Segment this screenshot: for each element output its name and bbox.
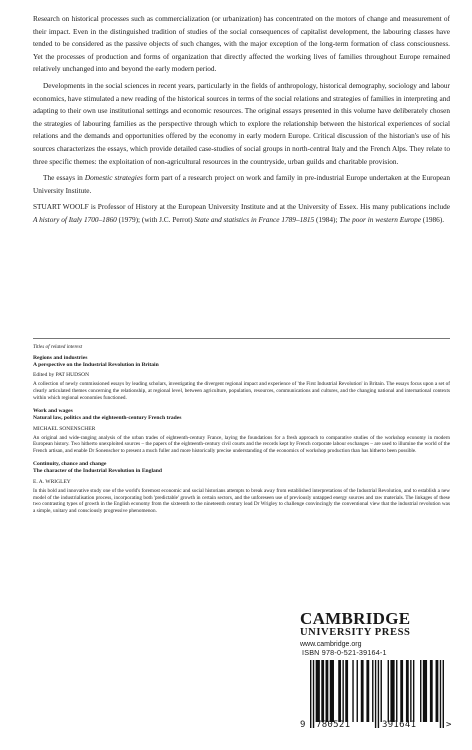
divider — [33, 338, 450, 339]
barcode — [300, 648, 453, 744]
blurb-text: form part of a research project on work and family in pre-industrial Europe undertaken at the European University Institute. — [33, 173, 451, 195]
barcode-bar — [410, 660, 411, 722]
related-book — [33, 355, 450, 402]
publisher-url: www.cambridge.org — [300, 641, 362, 648]
related-titles-heading: Titles of related interest — [33, 344, 83, 350]
blurb-text: The essays in — [43, 173, 85, 183]
barcode-bar — [396, 660, 397, 722]
publication-title: The poor in western Europe — [339, 214, 421, 224]
book-description: An original and wide-ranging analysis of the urban trades of eighteenth-century France, laying the foundations for a fresh approach to comparative studies of the workshop economy in modern European history. Two hitherto unexploited sources – the papers of the eighteenth-century civil courts and the records kept by French corporate labour exchanges – are used to illumine the world of the French artisan, and enable Dr Sonenscher to present a much fuller and more historically precise understanding of the economics of workshop production than has hitherto been possible. — [33, 434, 450, 455]
book-subtitle: Natural law, politics and the eighteenth-century French trades — [33, 415, 182, 422]
barcode-digits-left: 780521 — [316, 720, 351, 730]
publisher-logo — [300, 610, 450, 648]
book-author: MICHAEL SONENSCHER — [33, 425, 96, 432]
book-title-reference: Domestic strategies — [84, 173, 143, 183]
book-subtitle: A perspective on the Industrial Revolution in Britain — [33, 362, 159, 369]
book-editor: Edited by PAT HUDSON — [33, 372, 90, 379]
barcode-digit-first: 9 — [300, 720, 306, 730]
author-bio-text: (1979); (with J.C. Perrot) — [116, 214, 195, 224]
author-bio-text: STUART WOOLF is Professor of History at the European University Institute and at the University of Essex. His many publications include — [33, 202, 450, 212]
author-bio-text: (1984); — [314, 214, 340, 224]
barcode-bar — [357, 660, 358, 722]
barcode-bar — [330, 660, 334, 722]
author-bio — [33, 201, 450, 226]
barcode-bar — [321, 660, 324, 722]
isbn-number: ISBN 978-0-521-39164-1 — [302, 648, 387, 657]
barcode-bar — [375, 660, 376, 728]
barcode-bar — [313, 660, 314, 728]
barcode-bar — [366, 660, 369, 722]
barcode-digits-right: 391641 — [382, 720, 417, 730]
blurb-paragraph-1: Research on historical processes such as commercialization (or urbanization) has concentrated on the motors of change and measurement of their impact. Even in the distinguished tradition of studies of the social consequences of capitalist development, the labouring classes have tended to be considered as the passive objects of such changes, with the major exception of the long-term formation of class consciousness. Yet the processes of production and forms of organization that directly affected the working lives of families throughout Europe remained relatively unchanged into and beyond the early modern period. — [33, 14, 450, 74]
barcode-bar — [345, 660, 348, 722]
barcode-bars — [310, 660, 444, 728]
barcode-bar — [388, 660, 389, 722]
barcode-bar — [310, 660, 311, 728]
barcode-bar — [436, 660, 439, 722]
barcode-bar — [443, 660, 444, 728]
barcode-bar — [406, 660, 409, 722]
book-title: Work and wages — [33, 408, 73, 415]
related-titles — [33, 344, 450, 521]
barcode-bar — [352, 660, 353, 722]
barcode-bar — [342, 660, 343, 722]
barcode-bar — [378, 660, 379, 728]
barcode-bar — [316, 660, 320, 722]
barcode-bar — [381, 660, 382, 722]
related-book — [33, 408, 450, 455]
publication-title: State and statistics in France 1789–1815 — [194, 214, 315, 224]
author-bio-text: (1986). — [420, 214, 445, 224]
barcode-bar — [390, 660, 394, 722]
book-description: A collection of newly commissioned essays by leading scholars, investigating the divergent regional impact and experience of 'the First Industrial Revolution' in Britain. The essays focus upon a set of clearly articulated themes concerning the relationship, at regional level, between agriculture, population, resources, communications and cultures, and the changing national and international contexts within which regional economies functioned. — [33, 381, 450, 402]
barcode-bar — [372, 660, 373, 722]
publisher-name: CAMBRIDGE — [300, 609, 411, 628]
barcode-bar — [413, 660, 414, 722]
barcode-bar — [440, 660, 441, 728]
publisher-name-line2: UNIVERSITY PRESS — [300, 627, 411, 638]
book-description: In this bold and innovative study one of the world's foremost economic and social historians attempts to break away from established interpretations of the Industrial Revolution, and to establish a new model of the industrialisation process, incorporating both 'predictable' growth in certain sectors, and the unforeseen use of previously untapped energy sources and raw materials. The linkages of these two contrasting types of growth in the English economy from the sixteenth to the nineteenth century lead Dr Wrigley to challenge convincingly the conventional view that the industrial revolution was a simple, unitary and consciously progressive phenomenon. — [33, 487, 450, 515]
related-book — [33, 461, 450, 515]
barcode-bar — [361, 660, 364, 722]
blurb-paragraph-2: Developments in the social sciences in recent years, particularly in the fields of anthropology, historical demography, sociology and labour economics, have stimulated a new reading of the historical sources in terms of the social relations and strategies of families in interpreting and adapting to their own use institutional settings and economic resources. The original essays presented in this volume have deliberately chosen the strategies of labouring families as the perspective through which to explore the relationship between the historical experiences of social relations and the demands and opportunities offered by the economy in early modern Europe. Critical discussion of the historian's use of his sources characterizes the essays, which provide detailed case-studies of social groups in north-central Italy and the French Alps. They relate to three specific themes: the exploitation of non-agricultural resources in the countryside, urban guilds and charitable provision. — [33, 80, 450, 166]
blurb-section — [33, 13, 450, 227]
book-author: E. A. WRIGLEY — [33, 478, 71, 485]
barcode-bar — [420, 660, 421, 722]
book-subtitle: The character of the Industrial Revolution in England — [33, 468, 163, 475]
barcode-bar — [423, 660, 427, 722]
book-title: Continuity, chance and change — [33, 461, 107, 468]
barcode-bar — [400, 660, 403, 722]
barcode-bar — [338, 660, 341, 722]
barcode-arrow: > — [446, 720, 452, 730]
book-title: Regions and industries — [33, 355, 88, 361]
blurb-paragraph-3 — [33, 172, 450, 197]
publication-title: A history of Italy 1700–1860 — [33, 214, 117, 224]
barcode-bar — [430, 660, 433, 722]
barcode-bar — [326, 660, 329, 722]
